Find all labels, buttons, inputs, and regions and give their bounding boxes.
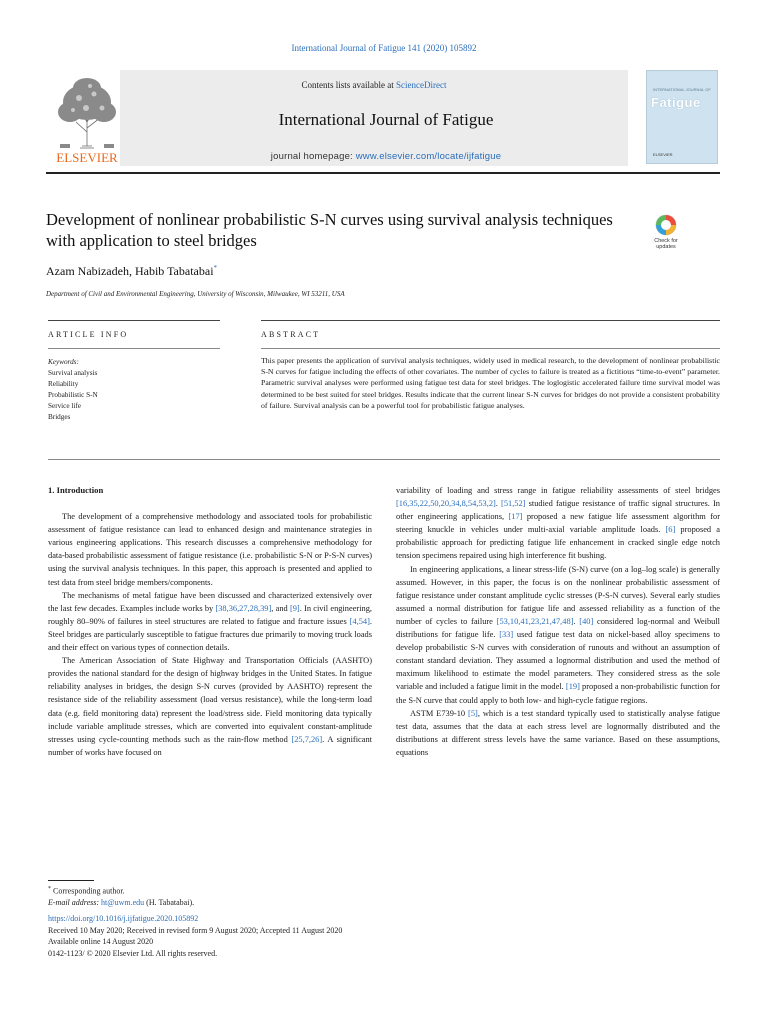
abstract-text: This paper presents the application of survival analysis techniques, widely used in medical research, to the development of nonlinear probabilistic S-N curves for fatigue including the effects of other covariates. The number of cycles to failure is treated as a fictitious “time-to-event” parameter. Parametric survival analyses were performed using fatigue test data for steel bridges. The loglogistic accelerated failure time survival model was determined to be best suited for steel bridges. Results indicate that the current linear S-N curves for bridges do not provide a consistent probability of failure. Survival analysis can be a powerful tool for probabilistic fatigue analyses. bbox=[261, 356, 720, 410]
email-link[interactable]: ht@uwm.edu bbox=[101, 898, 145, 908]
keyword-item: Service life bbox=[48, 402, 81, 410]
citation-link[interactable]: [51,52] bbox=[501, 499, 526, 509]
header-rule bbox=[46, 172, 720, 174]
journal-homepage bbox=[120, 151, 652, 162]
received-dates: Received 10 May 2020; Received in revised form 9 August 2020; Accepted 11 August 2020 bbox=[48, 925, 343, 935]
citation-link[interactable]: [53,10,41,23,21,47,48] bbox=[496, 616, 574, 626]
citation-link[interactable]: [6] bbox=[665, 525, 676, 535]
body-text: The American Association of State Highway and Transportation Officials (AASHTO) provides the national standard for the design of highway bridges in the United States. In fatigue reliability analyses in bridges, the design S-N curves (provided by AASHTO) represent the resistance side of the reliability assessment (load versus resistance), while the long-term load data (e.g. field monitoring data) represent the load/stress side. Field monitoring data typically include variable amplitude stresses, which are converted into equivalent constant-amplitude stresses using cycle-counting methods such as the rain-flow method bbox=[48, 656, 372, 744]
abstract-top-rule bbox=[261, 320, 720, 321]
journal-cover-thumbnail[interactable] bbox=[646, 70, 718, 164]
corresponding-author-note bbox=[48, 884, 388, 897]
body-text: , which is a test standard typically used to statistically analyse fatigue test data, assumes that the data at each stress level are lognormally distributed and the distributions at different stress levels have the same variance. Based on these assumptions, equations bbox=[396, 708, 720, 757]
body-right-column bbox=[396, 484, 720, 759]
keywords-block bbox=[48, 357, 228, 423]
available-online-date: Available online 14 August 2020 bbox=[48, 937, 154, 947]
footnotes bbox=[48, 880, 388, 909]
body-text: . In civil engineering, roughly 80–90% of failures in steel structures are related to fatigue and fracture issues bbox=[48, 603, 372, 626]
journal-homepage-link[interactable]: www.elsevier.com/locate/ijfatigue bbox=[355, 151, 502, 162]
citation-link[interactable]: [17] bbox=[508, 512, 523, 522]
citation-link[interactable]: [9] bbox=[289, 603, 300, 613]
body-text: . bbox=[495, 499, 502, 509]
journal-title: International Journal of Fatigue bbox=[278, 110, 494, 129]
citation-link[interactable]: [33] bbox=[499, 630, 514, 640]
keyword-item: Survival analysis bbox=[48, 369, 98, 377]
body-paragraph bbox=[48, 654, 372, 759]
body-text: . bbox=[573, 616, 580, 626]
body-paragraph bbox=[48, 589, 372, 654]
keyword-item: Probabilistic S-N bbox=[48, 391, 98, 399]
body-paragraph: The development of a comprehensive methodology and associated tools for probabilistic assessment of fatigue resistance can lead to enhanced design and maintenance strategies in various engineering applications. This research discusses a comprehensive methodology for data-based probabilistic assessment of fatigue resistance (i.e. probabilistic S-N or P-S-N curves) using the survival analysis techniques. In this paper, this approach is presented and applied to test data from steel bridge members/components. bbox=[48, 512, 372, 587]
article-info-mid-rule bbox=[48, 348, 220, 349]
author-list bbox=[46, 264, 217, 279]
citation-link[interactable]: [19] bbox=[565, 682, 580, 692]
body-text: studied fatigue resistance of traffic signal structures. In other engineering applications, bbox=[396, 499, 720, 522]
body-text: . Steel bridges are particularly susceptible to fatigue fractures due primarily to moving truck loads and their effect on various types of connection details. bbox=[48, 616, 372, 653]
body-paragraph bbox=[396, 484, 720, 563]
body-text: used fatigue test data on nickel-based alloy specimens to develop probabilistic S-N curves with consideration of runouts and without an assumption of constant standard deviation. They assumed a lognormal distribution and used the method of maximum likelihood to estimate the model parameters. They considered stress as the sole variable and included a fatigue limit in the model. bbox=[396, 630, 720, 692]
abstract-heading: ABSTRACT bbox=[261, 330, 321, 339]
elsevier-logo[interactable] bbox=[46, 72, 128, 164]
keywords-label: Keywords: bbox=[48, 358, 79, 366]
body-text: proposed a new fatigue life assessment algorithm for steering knuckle in vehicles under multi-axial variable amplitude loads. bbox=[396, 512, 720, 535]
body-paragraph bbox=[396, 707, 720, 759]
article-info-heading: ARTICLE INFO bbox=[48, 330, 129, 339]
crossmark-label-line2: updates bbox=[656, 244, 676, 250]
article-metadata bbox=[48, 913, 548, 959]
citation-link[interactable]: [4,54] bbox=[349, 616, 370, 626]
keyword-item: Bridges bbox=[48, 413, 71, 421]
section-title: 1. Introduction bbox=[48, 485, 104, 495]
article-info-top-rule bbox=[48, 320, 220, 321]
email-note bbox=[48, 897, 388, 909]
check-for-updates-icon[interactable] bbox=[646, 212, 686, 252]
author-names: Azam Nabizadeh, Habib Tabatabai bbox=[46, 264, 214, 278]
email-owner: (H. Tabatabai). bbox=[144, 898, 195, 908]
body-text: In engineering applications, a linear stress-life (S-N) curve (on a log–log scale) is generally assumed. However, in this paper, the focus is on the nonlinear probabilistic assessment of fatigue resistance under constant amplitude cyclic stresses (P-S-N curves). Several early studies assumed a normal distribution for fatigue life and assessed reliability as a function of the number of cycles to failure bbox=[396, 564, 720, 626]
elsevier-wordmark: ELSEVIER bbox=[56, 150, 118, 164]
keyword-item: Reliability bbox=[48, 380, 79, 388]
crossmark-label-line1: Check for bbox=[654, 238, 678, 244]
body-text: proposed a probabilistic approach for predicting fatigue life enhancement in cracked single edge notch tension specimens repaired using high interference fit bushing. bbox=[396, 525, 720, 561]
body-text: , and bbox=[271, 603, 290, 613]
copyright-line: 0142-1123/ © 2020 Elsevier Ltd. All rights reserved. bbox=[48, 948, 218, 958]
cover-title: Fatigue bbox=[651, 95, 701, 110]
cover-subtitle: INTERNATIONAL JOURNAL OF bbox=[653, 87, 711, 92]
cover-publisher: ELSEVIER bbox=[653, 152, 673, 157]
citation-link[interactable]: [25,7,26] bbox=[291, 734, 323, 744]
section-heading bbox=[48, 484, 372, 497]
body-text: . A significant number of works have focused on bbox=[48, 734, 372, 757]
footnote-rule bbox=[48, 880, 94, 881]
body-text: ASTM E739-10 bbox=[410, 708, 469, 718]
author-affiliation: Department of Civil and Environmental Engineering, University of Wisconsin, Milwaukee, WI 53211, USA bbox=[46, 290, 345, 298]
citation-link[interactable]: [40] bbox=[579, 616, 594, 626]
corresponding-author-text: Corresponding author. bbox=[53, 886, 125, 896]
body-text: The mechanisms of metal fatigue have been discussed and characterized extensively over the last few decades. Examples include works by bbox=[48, 590, 372, 613]
journal-reference-link[interactable]: International Journal of Fatigue 141 (2020) 105892 bbox=[291, 43, 477, 53]
footnote-mark: * bbox=[48, 886, 51, 892]
sciencedirect-link[interactable]: ScienceDirect bbox=[396, 80, 447, 90]
body-left-column bbox=[48, 484, 372, 759]
citation-link[interactable]: [16,35,22,50,20,34,8,54,53,2] bbox=[396, 499, 496, 509]
body-text: considered log-normal and Weibull distributions for fatigue life. bbox=[396, 616, 721, 640]
abstract-bottom-rule bbox=[48, 459, 720, 460]
homepage-prefix: journal homepage: bbox=[270, 151, 356, 162]
body-text: proposed a non-probabilistic function for the S-N curve that could apply to both low- and high-cycle fatigue regions. bbox=[396, 682, 720, 705]
doi-link[interactable]: https://doi.org/10.1016/j.ijfatigue.2020.105892 bbox=[48, 914, 199, 923]
contents-prefix: Contents lists available at bbox=[301, 80, 396, 90]
abstract-mid-rule bbox=[261, 348, 720, 349]
email-label: E-mail address: bbox=[48, 898, 100, 908]
corresponding-author-mark[interactable]: * bbox=[213, 264, 218, 272]
citation-link[interactable]: [5] bbox=[468, 708, 478, 718]
citation-link[interactable]: [38,36,27,28,39] bbox=[215, 603, 272, 613]
contents-line bbox=[120, 80, 628, 90]
body-text: variability of loading and stress range in fatigue reliability assessments of steel bridges bbox=[396, 486, 720, 495]
article-title: Development of nonlinear probabilistic S-N curves using survival analysis techniques with application to steel bridges bbox=[46, 210, 613, 250]
body-paragraph bbox=[396, 563, 720, 707]
